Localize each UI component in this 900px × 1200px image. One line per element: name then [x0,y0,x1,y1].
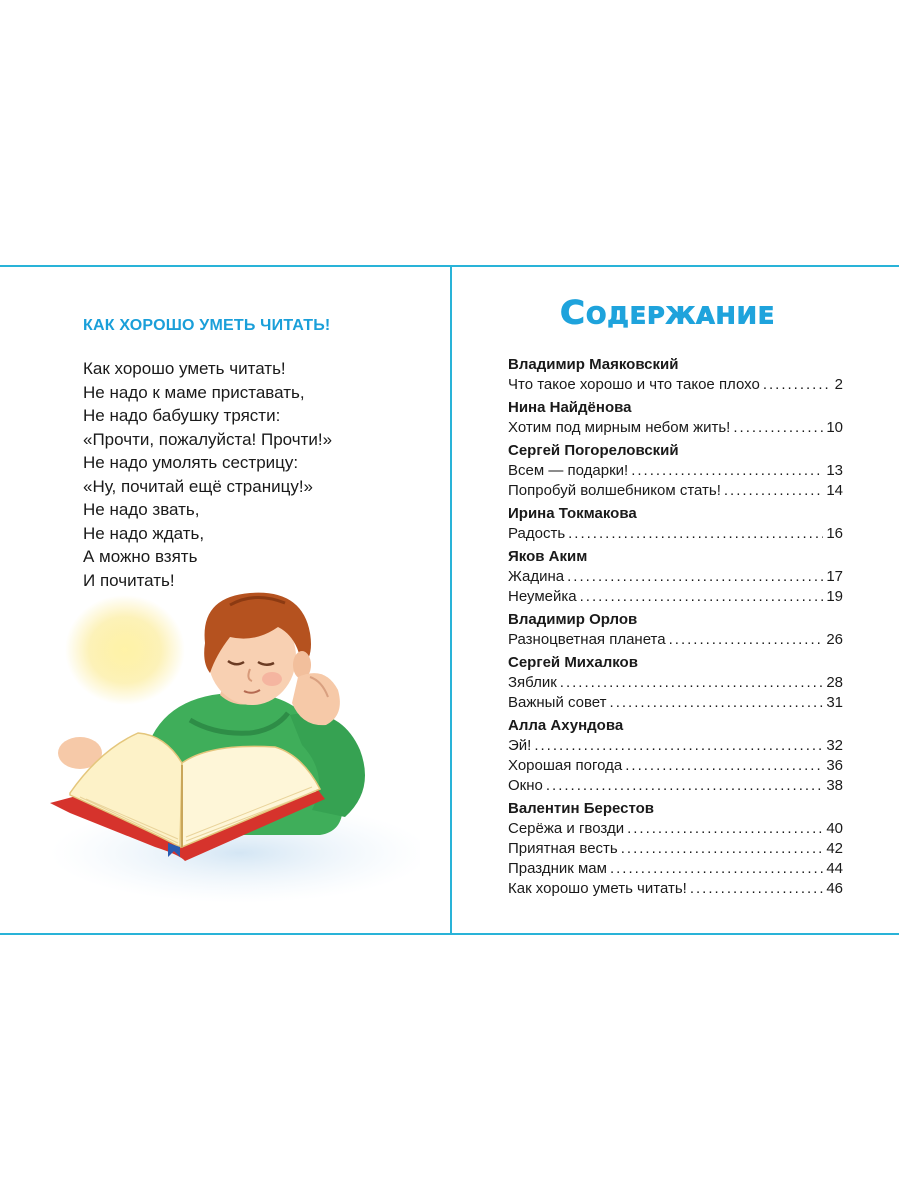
toc-leader [560,673,824,693]
toc-leader [621,839,824,859]
toc-page-number: 44 [826,860,843,877]
poem-line: Не надо бабушку трясти: [83,406,281,425]
toc-page-number: 31 [826,694,843,711]
toc-page-number: 16 [826,525,843,542]
toc-page-number: 17 [826,568,843,585]
toc-entry[interactable] [508,630,843,650]
poem-line: Не надо звать, [83,500,200,519]
toc-page-number: 42 [826,840,843,857]
toc-entry-title: Что такое хорошо и что такое плохо [508,376,760,393]
toc-entry[interactable] [508,736,843,756]
poem-title: КАК ХОРОШО УМЕТЬ ЧИТАТЬ! [83,317,331,334]
toc-entry-title: Радость [508,525,566,542]
toc-group [508,653,843,713]
toc-entry[interactable] [508,587,843,607]
toc-group [508,610,843,650]
poem-line: «Ну, почитай ещё страницу!» [83,476,313,496]
toc-leader [534,736,823,756]
book-spread [0,265,899,935]
toc-entry[interactable] [508,859,843,879]
poem-line: «Прочти, пожалуйста! Прочти!» [83,429,333,449]
toc-entry[interactable] [508,375,843,395]
poem-text [83,357,332,592]
toc-group [508,547,843,607]
toc-page-number: 28 [826,674,843,691]
toc-entry[interactable] [508,819,843,839]
toc-entry-title: Хотим под мирным небом жить! [508,419,731,436]
toc-leader [763,375,832,395]
toc-group [508,355,843,395]
toc-page-number: 14 [826,482,843,499]
toc-entry-title: Всем — подарки! [508,462,629,479]
toc-page-number: 13 [826,462,843,479]
toc-author: Алла Ахундова [508,717,624,734]
toc-entry-title: Разноцветная планета [508,631,666,648]
toc-entry[interactable] [508,567,843,587]
toc-page-number: 19 [826,588,843,605]
toc-group [508,441,843,501]
toc-entry-title: Хорошая погода [508,757,623,774]
toc-page-number: 46 [826,880,843,897]
poem-line: Не надо к маме приставать, [83,382,305,402]
toc-entry-title: Как хорошо уметь читать! [508,880,687,897]
toc-author: Ирина Токмакова [508,505,637,522]
toc-entry-title: Праздник мам [508,860,607,877]
toc-entry[interactable] [508,481,843,501]
toc-leader [631,461,823,481]
toc-entry[interactable] [508,693,843,713]
toc-leader [610,693,824,713]
toc-author: Сергей Погореловский [508,442,679,459]
toc-entry-title: Зяблик [508,674,557,691]
toc-heading: Содержание [560,294,776,332]
toc-group [508,799,843,899]
toc-page-number: 40 [826,820,843,837]
toc-entry-title: Попробуй волшебником стать! [508,482,721,499]
toc-entry[interactable] [508,776,843,796]
toc-leader [627,819,823,839]
boy-reading-illustration [40,585,420,915]
toc-leader [625,756,823,776]
toc-page-number: 10 [826,419,843,436]
toc-entry[interactable] [508,879,843,899]
toc-leader [567,567,823,587]
toc-entry-title: Эй! [508,737,532,754]
toc-page-number: 36 [826,757,843,774]
toc-author: Сергей Михалков [508,654,638,671]
toc-leader [568,524,823,544]
toc-leader [669,630,824,650]
toc-entry[interactable] [508,673,843,693]
poem-line: Не надо умолять сестрицу: [83,453,299,472]
light-glow [65,595,185,705]
toc-entry[interactable] [508,839,843,859]
toc-entry-title: Серёжа и гвозди [508,820,625,837]
toc-leader [733,418,823,438]
toc-author: Владимир Орлов [508,611,638,628]
table-of-contents [508,355,843,902]
toc-entry-title: Важный совет [508,694,607,711]
poem-line: И почитать! [83,570,175,590]
toc-entry[interactable] [508,418,843,438]
toc-page-number: 38 [826,777,843,794]
toc-entry-title: Жадина [508,568,565,585]
page-divider [450,267,452,933]
toc-leader [690,879,823,899]
poem-line: Как хорошо уметь читать! [83,359,286,378]
toc-entry[interactable] [508,461,843,481]
toc-leader [610,859,823,879]
toc-group [508,504,843,544]
toc-page-number: 32 [826,737,843,754]
toc-author: Яков Аким [508,548,588,565]
toc-leader [546,776,823,796]
toc-author: Владимир Маяковский [508,356,679,373]
toc-author: Нина Найдёнова [508,399,632,416]
toc-page-number: 2 [834,376,843,393]
toc-author: Валентин Берестов [508,800,655,817]
toc-entry-title: Неумейка [508,588,577,605]
toc-entry-title: Окно [508,777,543,794]
toc-leader [724,481,823,501]
toc-entry-title: Приятная весть [508,840,618,857]
toc-group [508,398,843,438]
toc-page-number: 26 [826,631,843,648]
poem-line: А можно взять [83,547,198,566]
toc-entry[interactable] [508,756,843,776]
toc-leader [580,587,824,607]
toc-group [508,716,843,796]
toc-entry[interactable] [508,524,843,544]
poem-line: Не надо ждать, [83,523,205,543]
